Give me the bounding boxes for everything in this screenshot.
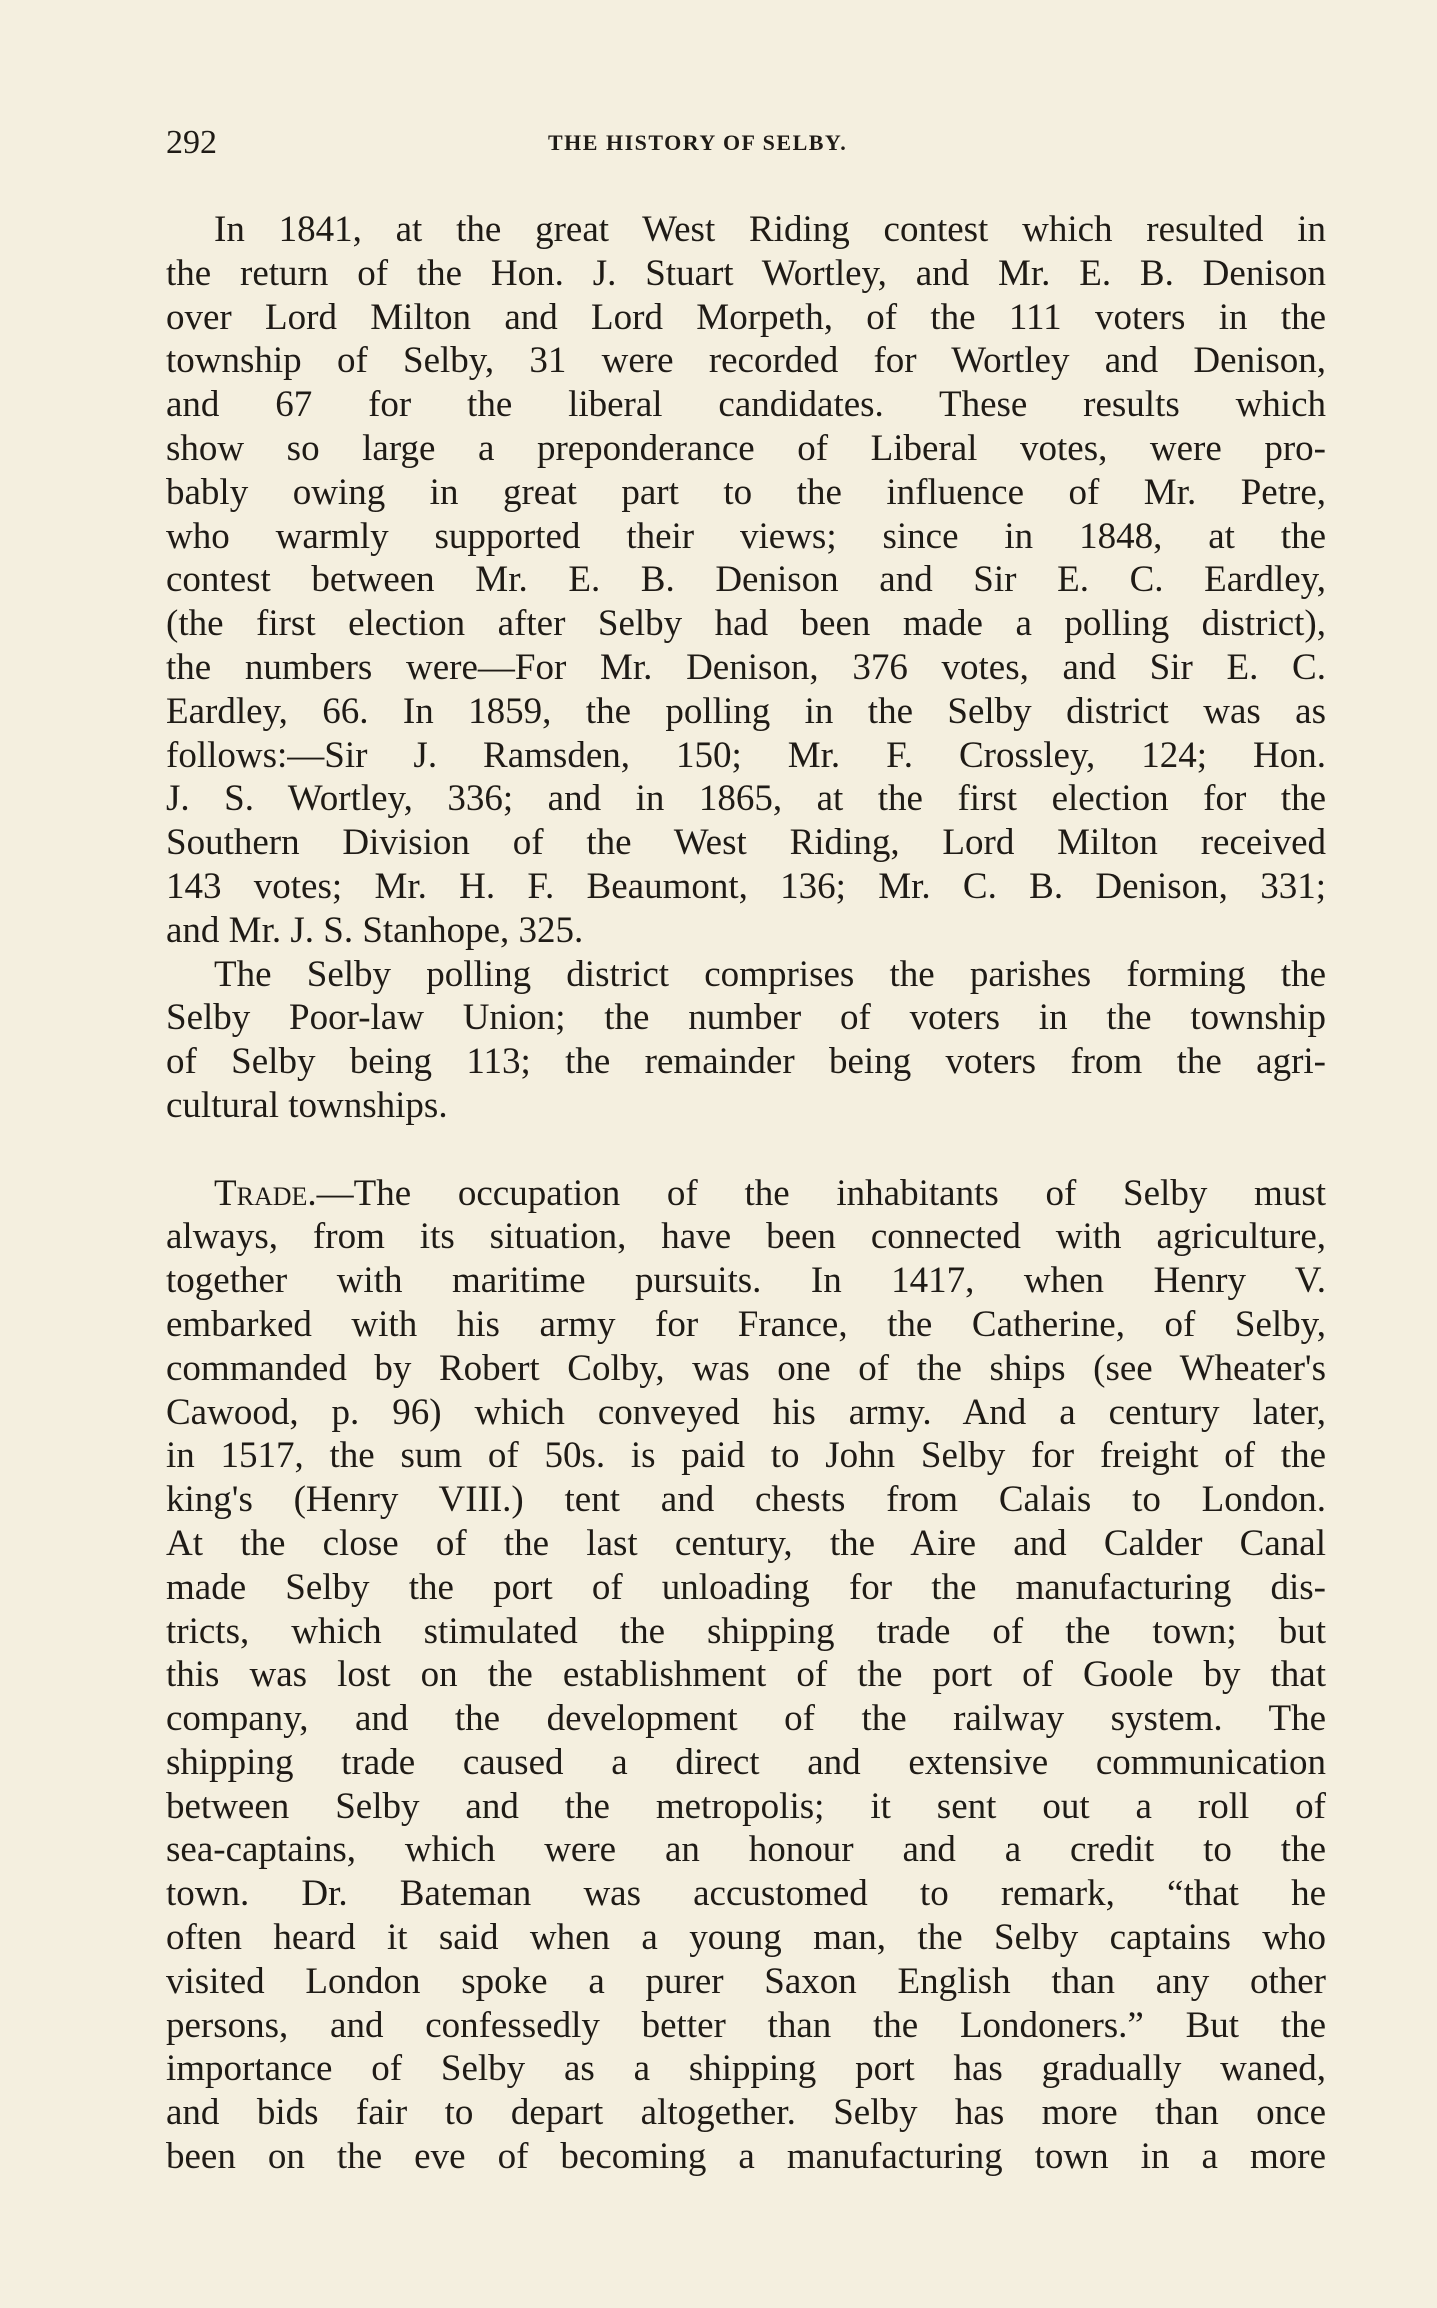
text-line: cultural townships.: [166, 1084, 448, 1126]
text-line: persons, and confessedly better than the Londoners.” But the: [166, 2004, 1326, 2046]
text-line: shipping trade caused a direct and extensive communication: [166, 1741, 1326, 1783]
body-text: [166, 208, 1326, 2179]
text-line: contest between Mr. E. B. Denison and Sir E. C. Eardley,: [166, 559, 1326, 601]
text-line: embarked with his army for France, the Catherine, of Selby,: [166, 1303, 1326, 1345]
text-line: bably owing in great part to the influence of Mr. Petre,: [166, 471, 1326, 513]
text-line: Eardley, 66. In 1859, the polling in the Selby district was as: [166, 690, 1326, 732]
text-line: in 1517, the sum of 50s. is paid to John Selby for freight of the: [166, 1435, 1326, 1477]
paragraph-trade: [166, 1172, 1326, 2179]
text-line: and 67 for the liberal candidates. These results which: [166, 384, 1326, 426]
text-line: visited London spoke a purer Saxon English than any other: [166, 1960, 1326, 2002]
text-line: Southern Division of the West Riding, Lord Milton received: [166, 822, 1326, 864]
text-line: sea-captains, which were an honour and a credit to the: [166, 1829, 1326, 1871]
text-line: made Selby the port of unloading for the manufacturing dis-: [166, 1566, 1326, 1608]
text-line: [166, 1172, 1326, 1216]
text-line: importance of Selby as a shipping port has gradually waned,: [166, 2048, 1326, 2090]
text-line: (the first election after Selby had been made a polling district),: [166, 603, 1326, 645]
paragraph-polling-district: [166, 953, 1326, 1128]
text-line: company, and the development of the railway system. The: [166, 1698, 1326, 1740]
text-line: J. S. Wortley, 336; and in 1865, at the first election for the: [166, 778, 1326, 820]
text-line: 143 votes; Mr. H. F. Beaumont, 136; Mr. C. B. Denison, 331;: [166, 865, 1326, 907]
text-line: township of Selby, 31 were recorded for Wortley and Denison,: [166, 340, 1326, 382]
text-line: between Selby and the metropolis; it sent out a roll of: [166, 1785, 1326, 1827]
text-line: together with maritime pursuits. In 1417, when Henry V.: [166, 1260, 1326, 1302]
text-line: and Mr. J. S. Stanhope, 325.: [166, 909, 584, 951]
text-line: Cawood, p. 96) which conveyed his army. And a century later,: [166, 1391, 1326, 1433]
text-line-rest: —The occupation of the inhabitants of Selby must: [316, 1172, 1326, 1214]
paragraph-elections: [166, 208, 1326, 953]
page-header: [166, 118, 1326, 168]
text-line: of Selby being 113; the remainder being voters from the agri-: [166, 1041, 1326, 1083]
paragraph-spacer: [166, 1128, 1326, 1172]
text-line: tricts, which stimulated the shipping trade of the town; but: [166, 1610, 1326, 1652]
running-head: THE HISTORY OF SELBY.: [548, 130, 848, 155]
text-line: been on the eve of becoming a manufacturing town in a more: [166, 2136, 1326, 2178]
text-line: In 1841, at the great West Riding contest which resulted in: [214, 209, 1326, 250]
text-line: the return of the Hon. J. Stuart Wortley, and Mr. E. B. Denison: [166, 252, 1326, 294]
text-line: town. Dr. Bateman was accustomed to remark, “that he: [166, 1873, 1326, 1915]
section-heading-trade: Trade.: [214, 1172, 317, 1214]
text-line: the numbers were—For Mr. Denison, 376 votes, and Sir E. C.: [166, 646, 1326, 688]
text-line: show so large a preponderance of Liberal votes, were pro-: [166, 427, 1326, 469]
text-line: At the close of the last century, the Aire and Calder Canal: [166, 1522, 1326, 1564]
text-line: always, from its situation, have been connected with agriculture,: [166, 1216, 1326, 1258]
page-number: 292: [166, 124, 217, 161]
text-line: king's (Henry VIII.) tent and chests from Calais to London.: [166, 1479, 1326, 1521]
text-line: this was lost on the establishment of the port of Goole by that: [166, 1654, 1326, 1696]
text-line: Selby Poor-law Union; the number of voters in the township: [166, 997, 1326, 1039]
text-line: The Selby polling district comprises the parishes forming the: [214, 953, 1326, 995]
text-line: commanded by Robert Colby, was one of the ships (see Wheater's: [166, 1347, 1326, 1389]
text-line: who warmly supported their views; since in 1848, at the: [166, 515, 1326, 557]
text-line: often heard it said when a young man, the Selby captains who: [166, 1917, 1326, 1959]
text-line: and bids fair to depart altogether. Selby has more than once: [166, 2092, 1326, 2134]
text-line: follows:—Sir J. Ramsden, 150; Mr. F. Crossley, 124; Hon.: [166, 734, 1326, 776]
text-line: over Lord Milton and Lord Morpeth, of the 111 voters in the: [166, 296, 1326, 338]
